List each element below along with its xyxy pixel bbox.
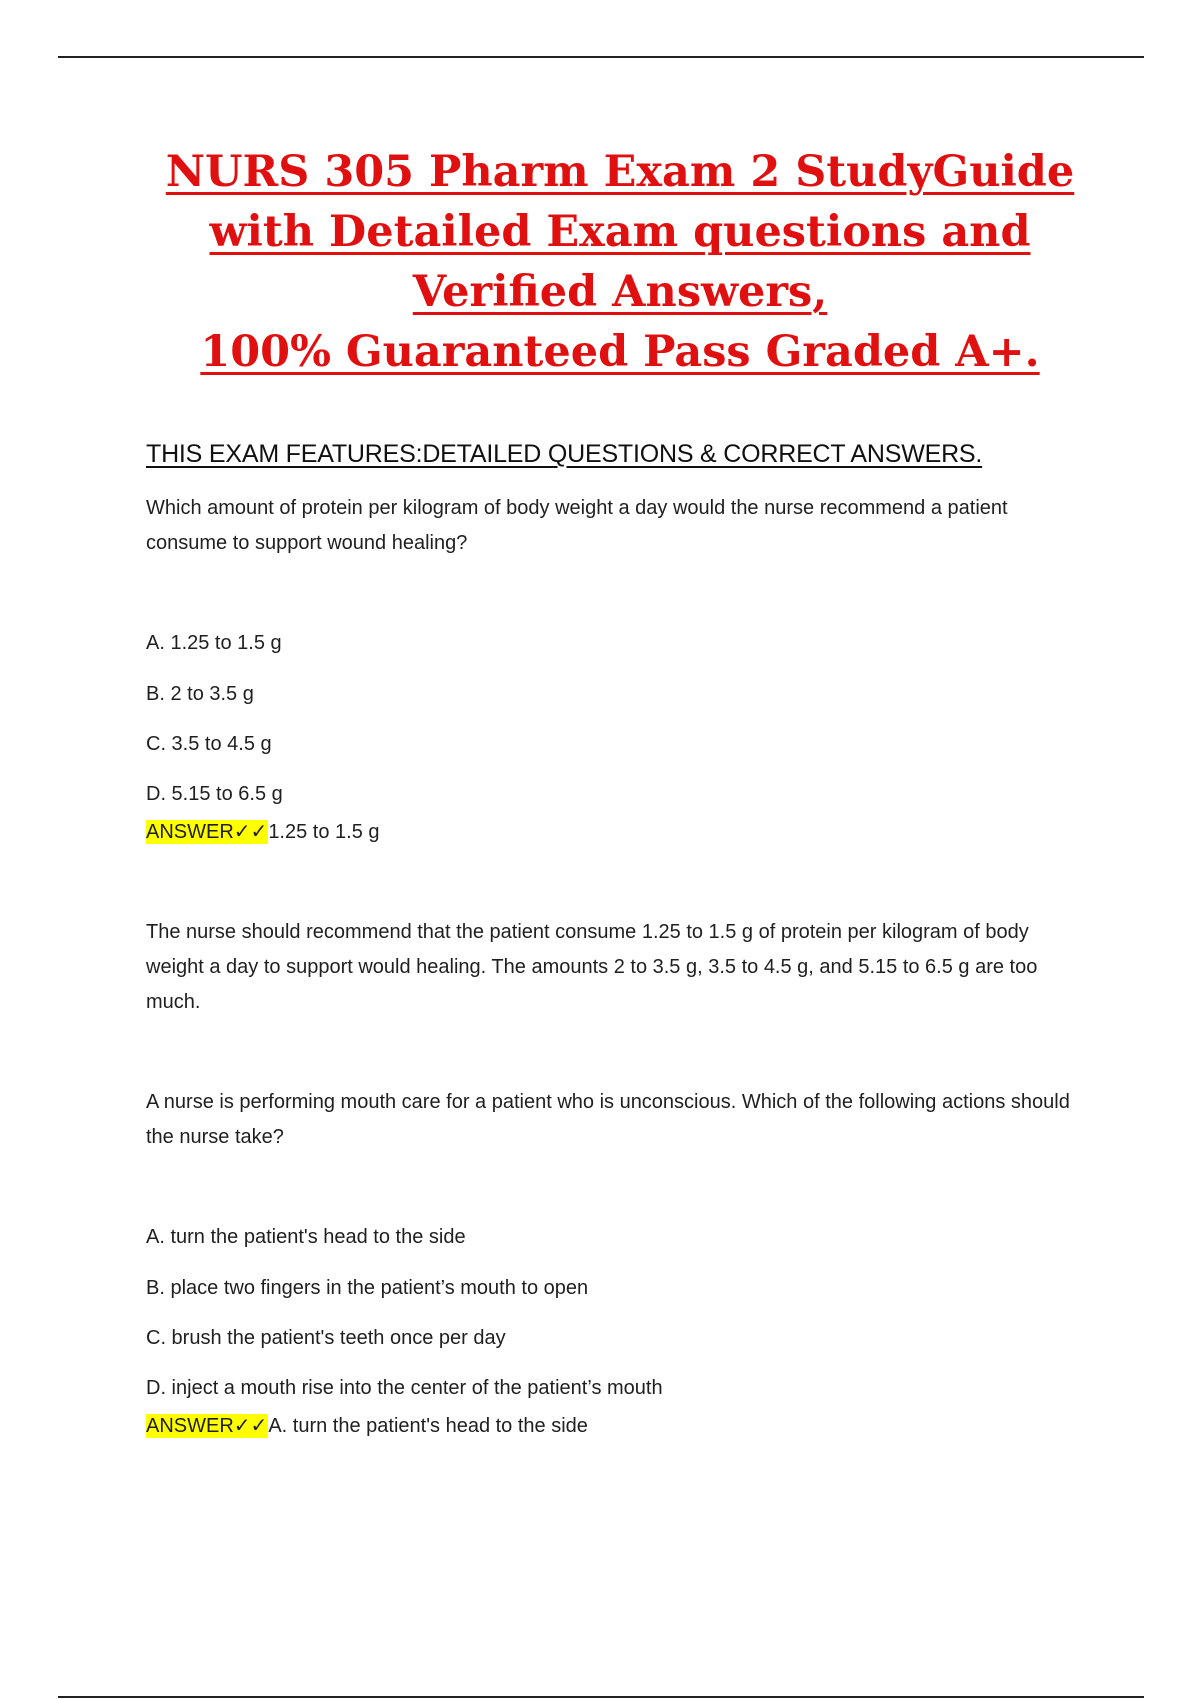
question-1-text: Which amount of protein per kilogram of body weight a day would the nurse recommend a patient consume to support wound healing? bbox=[146, 497, 1008, 554]
features-heading: THIS EXAM FEATURES:DETAILED QUESTIONS & CORRECT ANSWERS. bbox=[146, 440, 983, 468]
question-1-answer bbox=[146, 817, 380, 847]
document-title bbox=[100, 142, 1140, 382]
answer-text: 1.25 to 1.5 g bbox=[268, 821, 380, 843]
question-2-option-a: A. turn the patient's head to the side bbox=[146, 1226, 466, 1248]
answer-label-highlight: ANSWER✓✓ bbox=[146, 821, 268, 843]
title-line: 100% Guaranteed Pass Graded A+. bbox=[200, 327, 1040, 377]
bottom-rule bbox=[58, 1696, 1144, 1698]
question-1-option-c: C. 3.5 to 4.5 g bbox=[146, 733, 272, 755]
question-2-option-d: D. inject a mouth rise into the center of the patient’s mouth bbox=[146, 1377, 663, 1399]
question-2-text: A nurse is performing mouth care for a patient who is unconscious. Which of the following actions should the nurse take? bbox=[146, 1091, 1070, 1148]
question-1-option-a: A. 1.25 to 1.5 g bbox=[146, 632, 282, 654]
title-line: NURS 305 Pharm Exam 2 StudyGuide bbox=[165, 147, 1075, 197]
question-1-rationale: The nurse should recommend that the patient consume 1.25 to 1.5 g of protein per kilogram of body weight a day to support would healing. The amounts 2 to 3.5 g, 3.5 to 4.5 g, and 5.15 to 6.5 g are too much. bbox=[146, 921, 1038, 1013]
answer-label-highlight: ANSWER✓✓ bbox=[146, 1415, 268, 1437]
top-rule bbox=[58, 56, 1144, 58]
answer-text: A. turn the patient's head to the side bbox=[268, 1415, 588, 1437]
title-line: Verified Answers, bbox=[412, 267, 828, 317]
question-1-option-b: B. 2 to 3.5 g bbox=[146, 683, 254, 705]
question-2-answer bbox=[146, 1411, 588, 1441]
title-line: with Detailed Exam questions and bbox=[209, 207, 1031, 257]
question-1-option-d: D. 5.15 to 6.5 g bbox=[146, 783, 283, 805]
question-2-option-b: B. place two fingers in the patient’s mouth to open bbox=[146, 1277, 589, 1299]
question-2-option-c: C. brush the patient's teeth once per day bbox=[146, 1327, 506, 1349]
